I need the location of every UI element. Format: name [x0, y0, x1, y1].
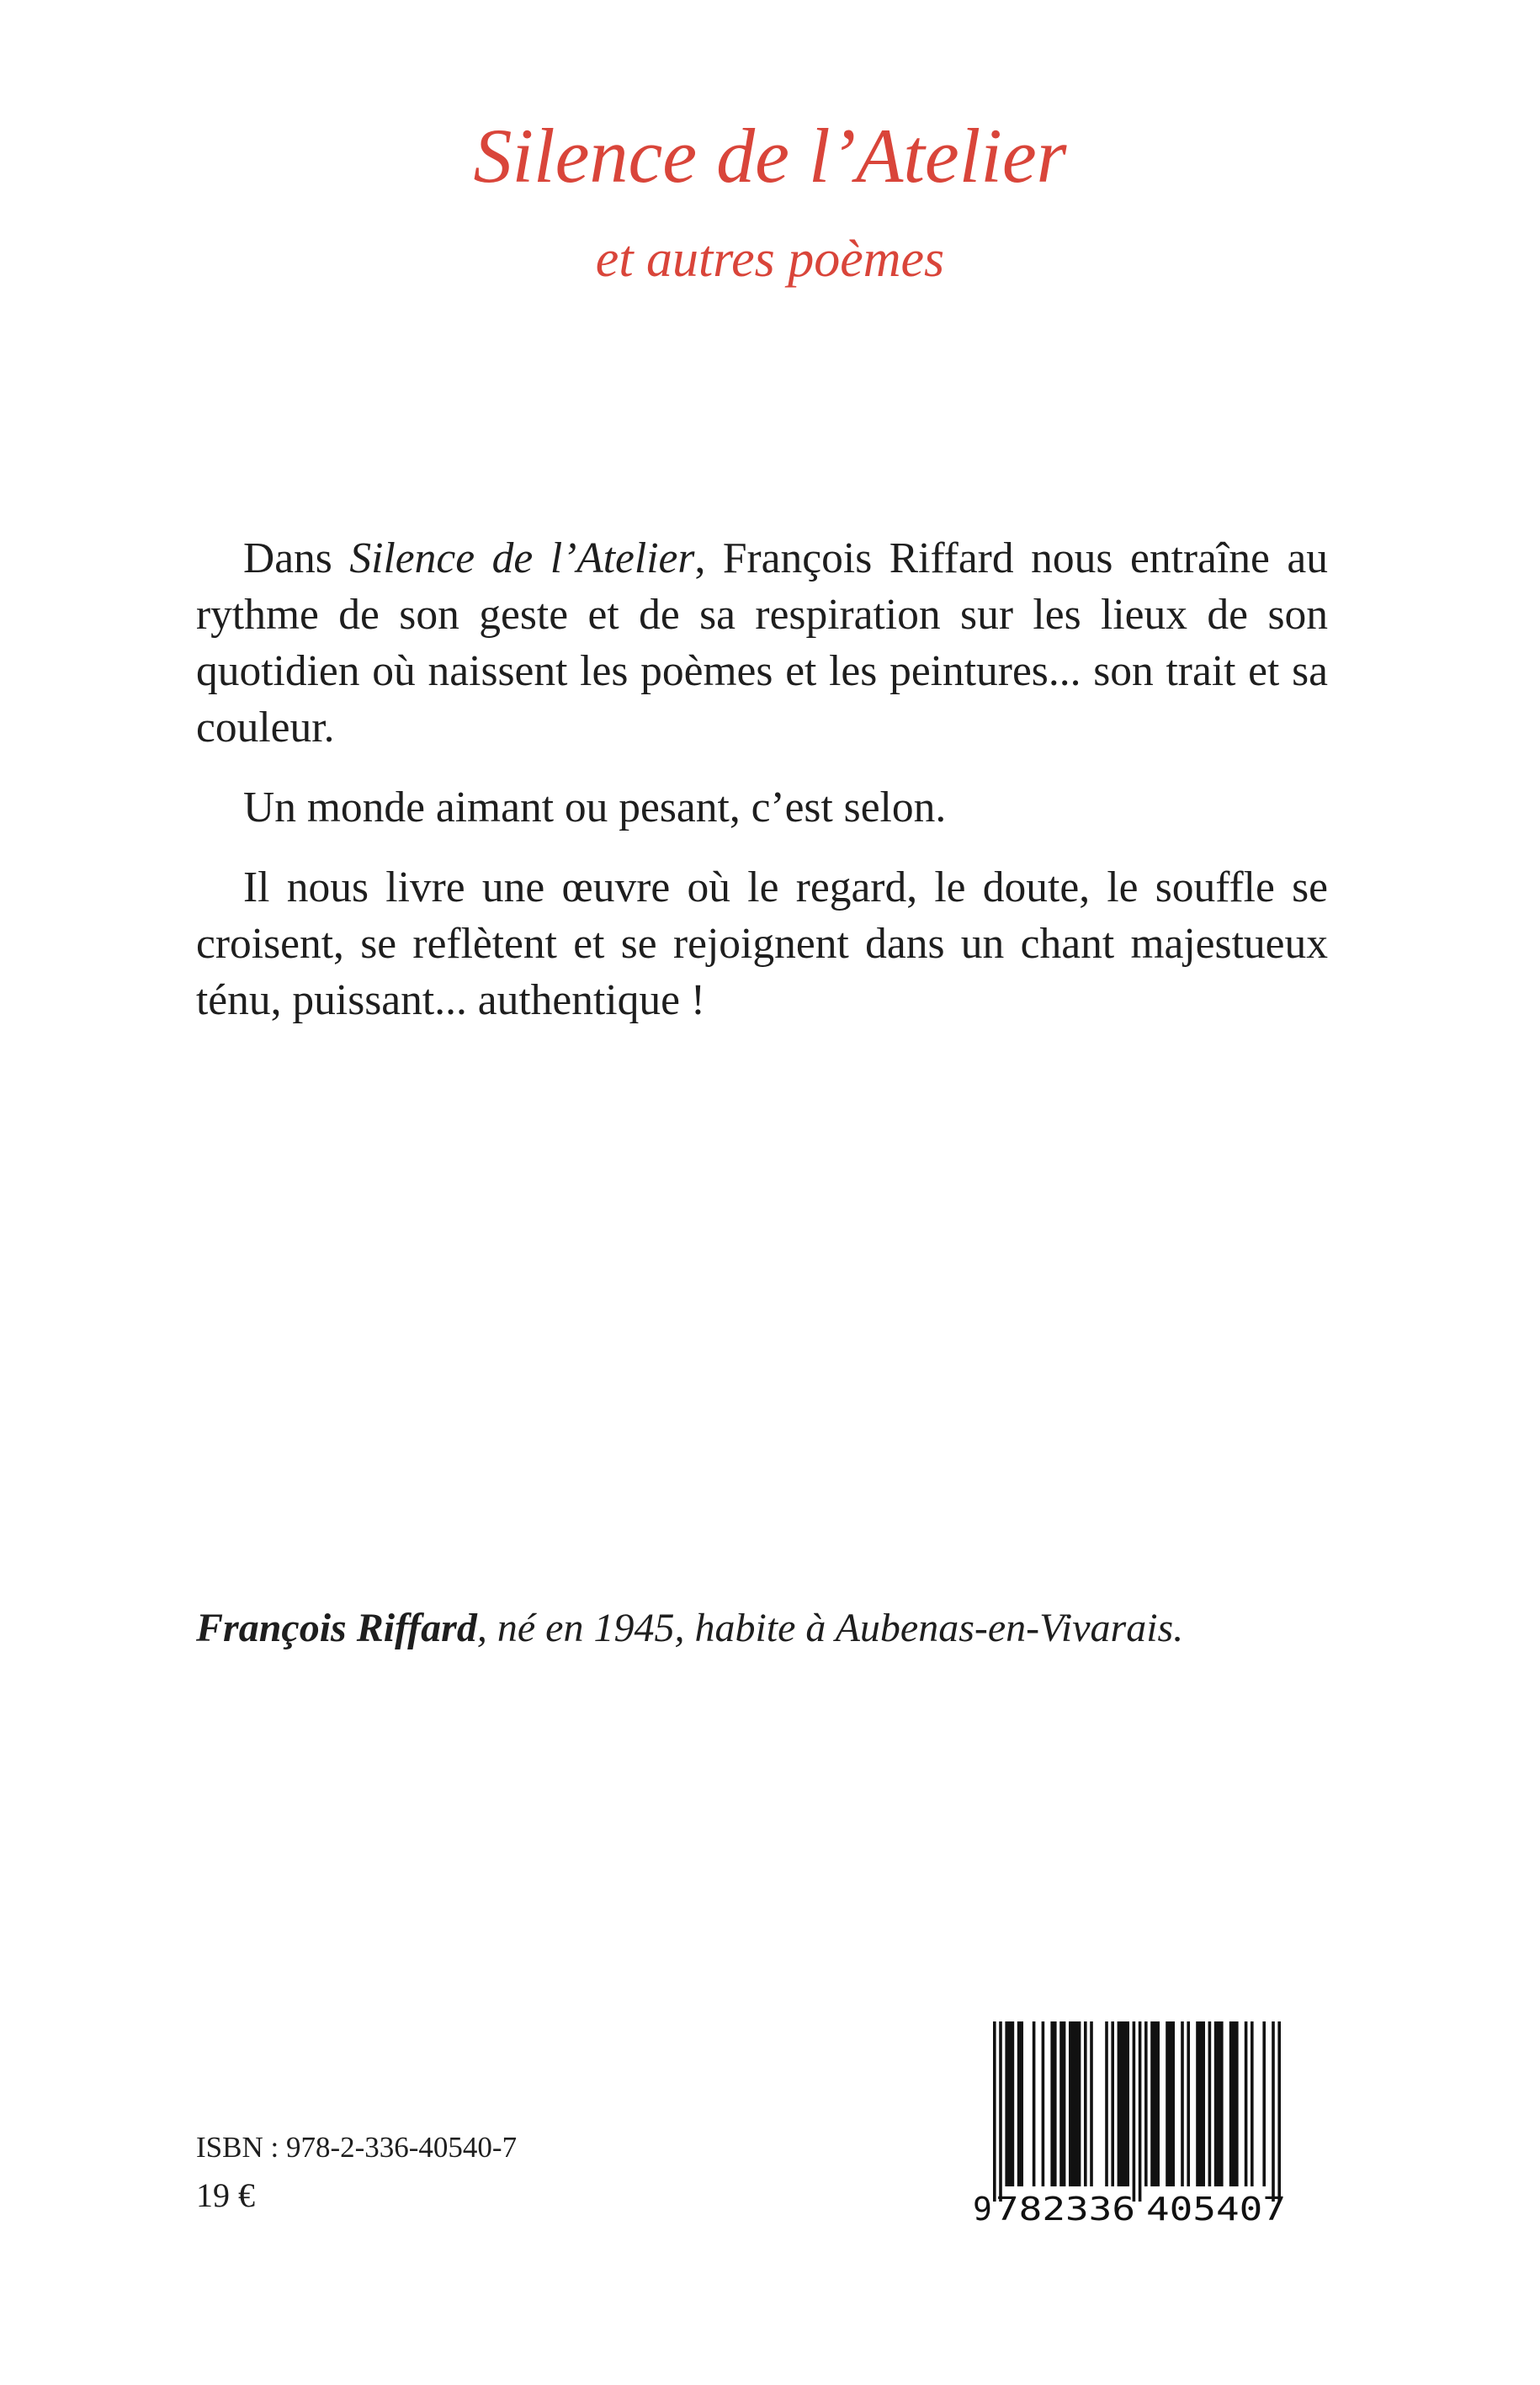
barcode-bar [1214, 2021, 1224, 2186]
blurb-paragraph-2: Un monde aimant ou pesant, c’est selon. [243, 783, 947, 831]
barcode-bar [993, 2021, 996, 2202]
blurb-p1-intro: Dans [243, 534, 350, 582]
barcode-bar [1059, 2021, 1065, 2186]
barcode-bar [1144, 2021, 1148, 2186]
barcode-bar [1090, 2021, 1093, 2186]
blurb-paragraph-1 [196, 530, 1328, 756]
price: 19 € [196, 2176, 255, 2214]
barcode-bar [1105, 2021, 1108, 2186]
barcode-bars [993, 2021, 1281, 2202]
barcode-bar [1017, 2021, 1023, 2186]
barcode-bar [1133, 2021, 1136, 2202]
barcode-bar [1251, 2021, 1254, 2186]
blurb-paragraph-3: Il nous livre une œuvre où le regard, le doute, le souffle se croisent, se reflètent et se rejoignent dans un chant majestueux ténu, puissant... authentique ! [196, 863, 1328, 1024]
isbn: ISBN : 978-2-336-40540-7 [196, 2131, 518, 2164]
barcode-left-digits: 782336 [996, 2191, 1135, 2225]
blurb-p1-rest: , François Riffard nous entraîne au rythme de son geste et de sa respiration sur les lieux de son quotidien où naissent les poèmes et les peintures... son trait et sa couleur. [196, 534, 1329, 752]
barcode-bar [1050, 2021, 1056, 2186]
barcode-bar [1150, 2021, 1160, 2186]
barcode-bar [1118, 2021, 1129, 2186]
book-subtitle: et autres poèmes [595, 231, 945, 288]
barcode-bar [1033, 2021, 1036, 2186]
barcode-bar [1166, 2021, 1175, 2186]
blurb-p1-title: Silence de l’Atelier [349, 534, 695, 582]
barcode-bar [1187, 2021, 1190, 2186]
barcode-bar [1069, 2021, 1081, 2186]
barcode-bar [1262, 2021, 1266, 2186]
barcode-bar [1084, 2021, 1087, 2186]
author-note [196, 1603, 1374, 1654]
barcode-bar [1229, 2021, 1239, 2186]
barcode-bar [1181, 2021, 1184, 2186]
barcode-icon [968, 2020, 1301, 2225]
barcode-bar [1139, 2021, 1142, 2202]
barcode-bar [1196, 2021, 1205, 2186]
barcode-bar [1245, 2021, 1248, 2186]
barcode-right-digits: 405407 [1146, 2191, 1286, 2225]
book-title: Silence de l’Atelier [473, 113, 1067, 199]
barcode-bar [1111, 2021, 1114, 2186]
author-name: François Riffard [196, 1606, 477, 1650]
barcode-graphic [968, 2020, 1301, 2225]
back-cover-blurb [196, 530, 1328, 1052]
barcode-first-digit: 9 [973, 2191, 992, 2225]
barcode-bar [999, 2021, 1002, 2202]
barcode-bar [1005, 2021, 1014, 2186]
barcode-bar [1272, 2021, 1275, 2202]
barcode-bar [1208, 2021, 1212, 2186]
barcode-bar [1277, 2021, 1281, 2202]
barcode-bar [1042, 2021, 1045, 2186]
author-bio: , né en 1945, habite à Aubenas-en-Vivarais. [476, 1606, 1184, 1650]
